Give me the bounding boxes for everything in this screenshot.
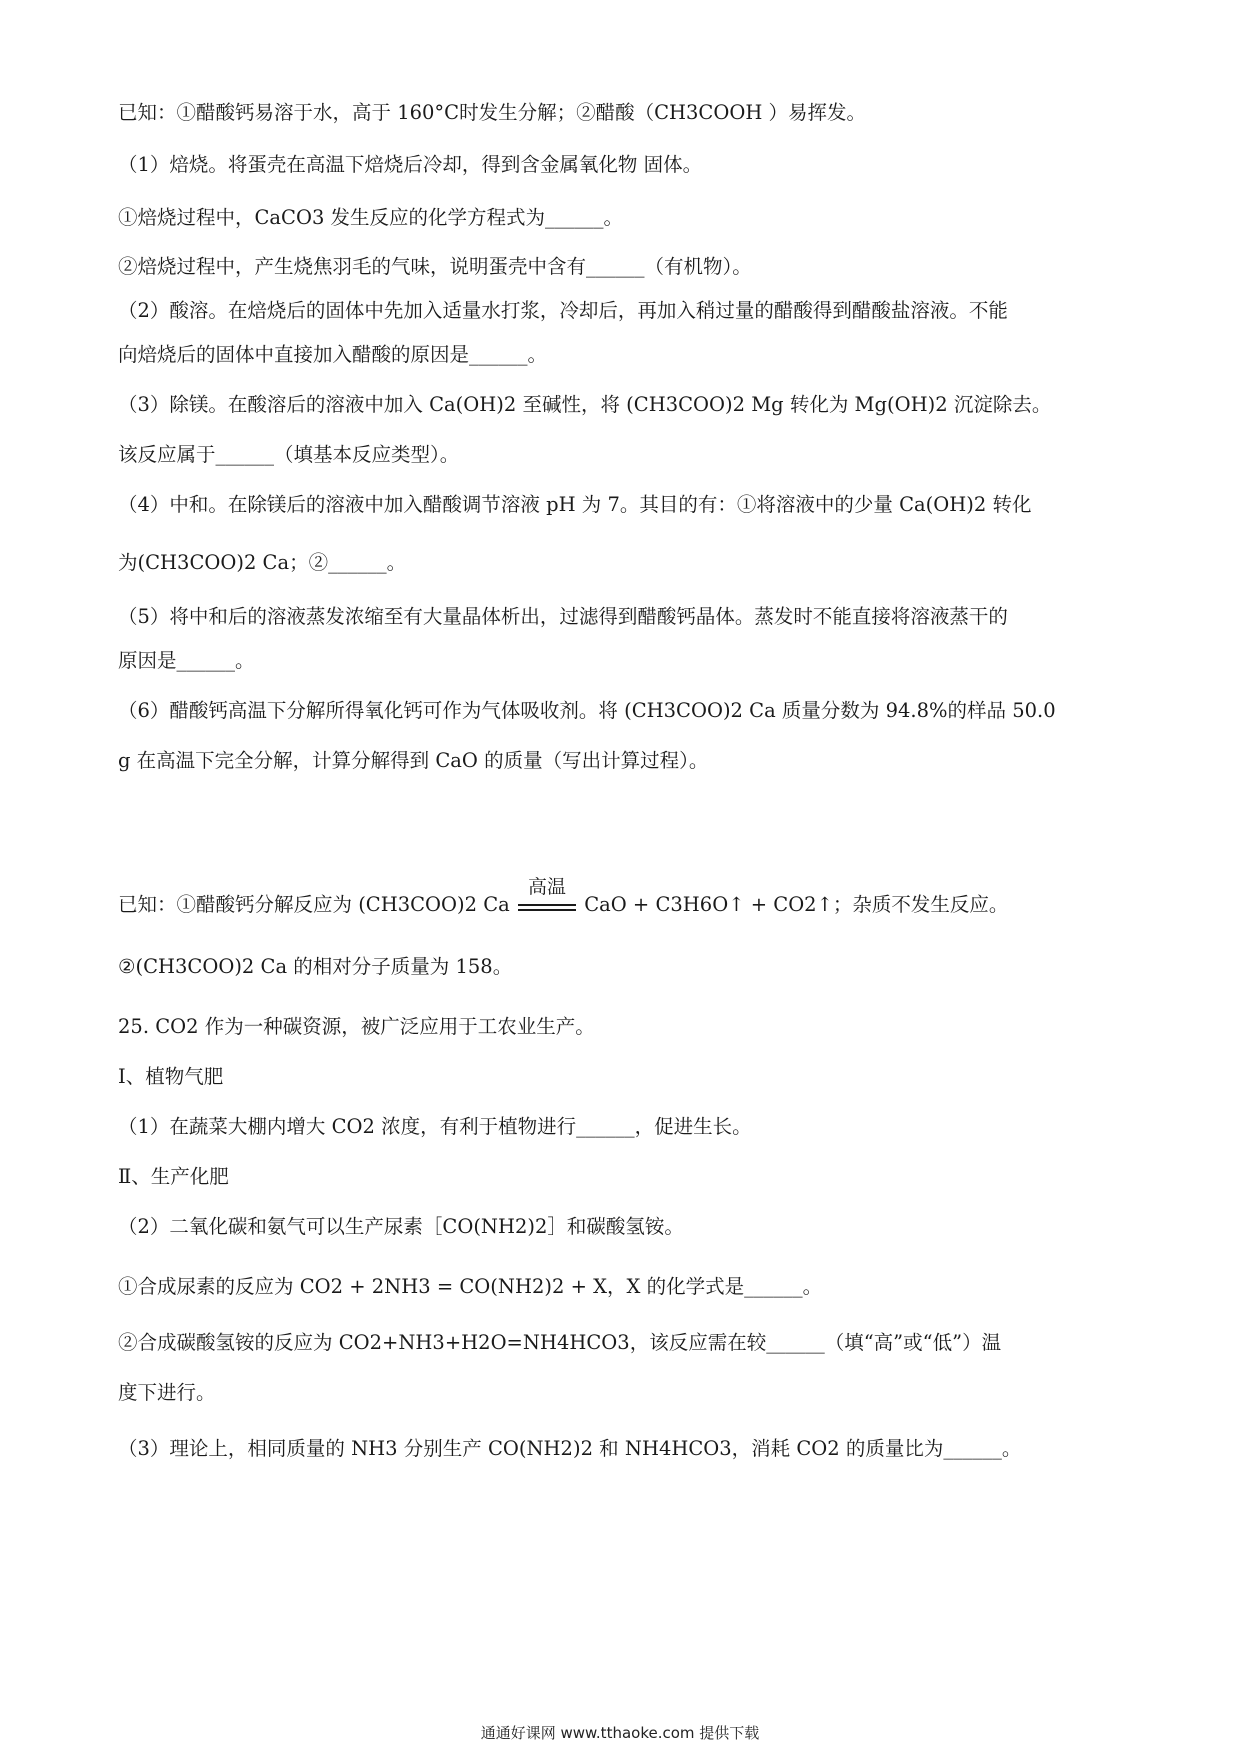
reaction-condition: 高温 [527, 876, 566, 898]
text-line: g 在高温下完全分解，计算分解得到 CaO 的质量（写出计算过程）。 [118, 749, 709, 772]
text-line: （2）酸溶。在焙烧后的固体中先加入适量水打浆，冷却后，再加入稍过量的醋酸得到醋酸盐溶液。不能 [118, 299, 1008, 322]
text-line: （3）理论上，相同质量的 NH3 分别生产 CO(NH2)2 和 NH4HCO3，消耗 CO2 的质量比为______。 [118, 1437, 1022, 1460]
text-line: 向焙烧后的固体中直接加入醋酸的原因是______。 [118, 343, 548, 366]
text-line: （2）二氧化碳和氨气可以生产尿素［CO(NH2)2］和碳酸氢铵。 [118, 1215, 684, 1238]
text-line: 为(CH3COO)2 Ca；②______。 [118, 551, 407, 574]
equation-products: CaO + C3H6O↑ + CO2↑；杂质不发生反应。 [584, 893, 1009, 916]
text-line: 25. CO2 作为一种碳资源，被广泛应用于工农业生产。 [118, 1015, 595, 1038]
text-line: ①焙烧过程中，CaCO3 发生反应的化学方程式为______。 [118, 206, 624, 229]
text-line: （6）醋酸钙高温下分解所得氧化钙可作为气体吸收剂。将 (CH3COO)2 Ca 质量分数为 94.8%的样品 50.0 [118, 699, 1056, 722]
decomposition-equation [118, 876, 1009, 920]
text-line: （4）中和。在除镁后的溶液中加入醋酸调节溶液 pH 为 7。其目的有：①将溶液中的少量 Ca(OH)2 转化 [118, 493, 1032, 516]
text-line: ②(CH3COO)2 Ca 的相对分子质量为 158。 [118, 955, 513, 978]
text-line: 该反应属于______（填基本反应类型）。 [118, 443, 460, 466]
text-line: 度下进行。 [118, 1381, 216, 1404]
text-line: （1）在蔬菜大棚内增大 CO2 浓度，有利于植物进行______，促进生长。 [118, 1115, 752, 1138]
text-line: （1）焙烧。将蛋壳在高温下焙烧后冷却，得到含金属氧化物 固体。 [118, 153, 703, 176]
text-line: ②焙烧过程中，产生烧焦羽毛的气味，说明蛋壳中含有______（有机物）。 [118, 255, 752, 278]
page-footer: 通通好课网 www.tthaoke.com 提供下载 [480, 1724, 760, 1742]
equation-reactant: 已知：①醋酸钙分解反应为 (CH3COO)2 Ca [118, 893, 510, 916]
equation-sign [516, 876, 578, 920]
section-heading: Ⅰ、植物气肥 [118, 1065, 224, 1088]
text-line: ①合成尿素的反应为 CO2 + 2NH3 = CO(NH2)2 + X，X 的化学式是______。 [118, 1275, 823, 1298]
text-line: 已知：①醋酸钙易溶于水，高于 160°C时发生分解；②醋酸（CH3COOH ）易挥发。 [118, 101, 867, 124]
text-line: （5）将中和后的溶液蒸发浓缩至有大量晶体析出，过滤得到醋酸钙晶体。蒸发时不能直接将溶液蒸干的 [118, 605, 1008, 628]
text-line: （3）除镁。在酸溶后的溶液中加入 Ca(OH)2 至碱性，将 (CH3COO)2 Mg 转化为 Mg(OH)2 沉淀除去。 [118, 393, 1052, 416]
section-heading: Ⅱ、生产化肥 [118, 1165, 229, 1188]
text-line: ②合成碳酸氢铵的反应为 CO2+NH3+H2O=NH4HCO3，该反应需在较______（填“高”或“低”）温 [118, 1331, 1002, 1354]
text-line: 原因是______。 [118, 649, 255, 672]
